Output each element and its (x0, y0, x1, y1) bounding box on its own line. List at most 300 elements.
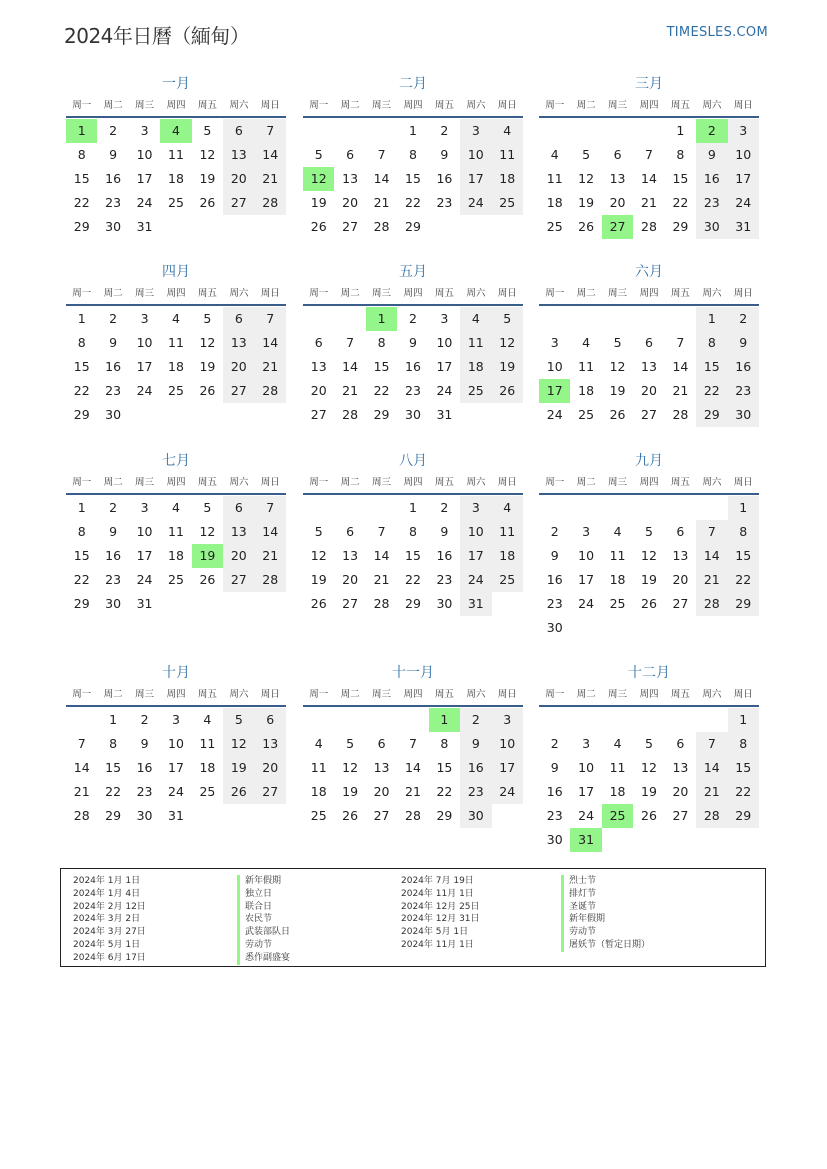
day-cell: 31 (460, 592, 491, 616)
month-title: 四月 (162, 264, 190, 280)
day-cell: 9 (440, 147, 449, 162)
weekday-label: 周日 (497, 689, 517, 700)
day-cell: 26 (199, 383, 216, 398)
legend-holiday-name: 圣诞节 (561, 901, 650, 914)
day-cell: 21 (255, 544, 286, 568)
legend-date: 2024年 1月 1日 (73, 876, 141, 886)
weekday-label: 周一 (309, 100, 329, 111)
day-cell: 30 (405, 407, 421, 422)
empty-cell (570, 119, 601, 143)
day-cell: 11 (310, 760, 327, 775)
day-cell: 25 (168, 572, 184, 587)
day-cell: 24 (136, 383, 153, 398)
day-cell: 20 (223, 167, 254, 191)
day-cell: 23 (546, 596, 563, 611)
day-cell: 5 (203, 123, 212, 138)
day-grid (303, 119, 523, 239)
day-cell: 22 (73, 383, 90, 398)
day-cell: 3 (460, 496, 491, 520)
empty-cell (397, 708, 428, 732)
weekday-header (539, 284, 759, 306)
day-cell: 28 (641, 219, 657, 234)
day-cell: 30 (136, 808, 153, 823)
weekday-label: 周四 (166, 100, 186, 111)
day-cell: 11 (492, 520, 523, 544)
weekday-label: 周五 (197, 689, 217, 700)
day-grid (539, 708, 759, 852)
weekday-header (303, 96, 523, 118)
day-cell: 8 (409, 147, 417, 162)
holiday-day-cell: 31 (570, 828, 601, 852)
day-cell: 30 (436, 596, 453, 611)
weekday-label: 周二 (576, 477, 596, 488)
weekday-label: 周五 (434, 477, 454, 488)
legend-names-col2 (561, 875, 650, 952)
day-cell: 22 (696, 379, 727, 403)
month-title: 六月 (635, 264, 663, 280)
day-cell: 6 (676, 736, 685, 751)
empty-cell (633, 119, 664, 143)
weekday-label: 周六 (466, 689, 486, 700)
weekday-label: 周三 (135, 689, 155, 700)
weekday-label: 周日 (733, 477, 753, 488)
day-cell: 8 (728, 732, 759, 756)
weekday-label: 周二 (340, 288, 360, 299)
day-cell: 10 (168, 736, 184, 751)
day-cell: 24 (492, 780, 523, 804)
day-cell: 29 (696, 403, 727, 427)
day-cell: 1 (409, 123, 417, 138)
holiday-day-cell: 25 (602, 804, 633, 828)
weekday-label: 周五 (670, 100, 690, 111)
month-block (539, 663, 759, 852)
empty-cell (665, 307, 696, 331)
weekday-label: 周六 (702, 288, 722, 299)
day-cell: 8 (696, 331, 727, 355)
legend-holiday-name: 悉作副盛宴 (237, 952, 290, 965)
weekday-label: 周四 (166, 689, 186, 700)
day-cell: 19 (310, 572, 327, 587)
day-cell: 5 (613, 335, 622, 350)
day-cell: 11 (168, 524, 184, 539)
day-grid (66, 496, 286, 616)
day-cell: 3 (140, 311, 149, 326)
weekday-label: 周日 (260, 477, 280, 488)
day-cell: 15 (405, 171, 421, 186)
empty-cell (366, 496, 397, 520)
legend-date: 2024年 11月 1日 (401, 939, 474, 950)
holiday-legend (60, 868, 766, 967)
day-cell: 9 (460, 732, 491, 756)
day-cell: 9 (696, 143, 727, 167)
empty-cell (303, 307, 334, 331)
day-cell: 6 (314, 335, 323, 350)
empty-cell (602, 496, 633, 520)
weekday-label: 周五 (434, 689, 454, 700)
weekday-label: 周二 (576, 288, 596, 299)
day-cell: 30 (728, 403, 759, 427)
weekday-label: 周六 (702, 477, 722, 488)
day-cell: 14 (73, 760, 90, 775)
weekday-label: 周日 (497, 100, 517, 111)
day-cell: 28 (373, 219, 390, 234)
day-cell: 19 (578, 195, 595, 210)
weekday-label: 周五 (197, 477, 217, 488)
day-cell: 5 (223, 708, 254, 732)
legend-holiday-name: 劳动节 (561, 926, 650, 939)
day-cell: 5 (314, 524, 323, 539)
day-cell: 28 (696, 804, 727, 828)
day-cell: 5 (645, 736, 653, 751)
weekday-label: 周四 (403, 477, 423, 488)
day-cell: 4 (613, 524, 622, 539)
weekday-label: 周四 (403, 689, 423, 700)
day-cell: 29 (405, 596, 421, 611)
day-cell: 15 (672, 171, 689, 186)
day-cell: 16 (105, 359, 122, 374)
day-cell: 19 (609, 383, 626, 398)
month-block (66, 262, 286, 427)
day-cell: 23 (105, 572, 122, 587)
day-cell: 23 (436, 572, 453, 587)
day-cell: 13 (310, 359, 327, 374)
day-cell: 20 (342, 195, 359, 210)
day-cell: 14 (255, 520, 286, 544)
weekday-header (66, 473, 286, 495)
legend-date: 2024年 7月 19日 (401, 876, 474, 886)
empty-cell (633, 307, 664, 331)
day-cell: 29 (73, 407, 90, 422)
day-cell: 29 (105, 808, 122, 823)
month-title: 一月 (162, 76, 190, 92)
day-cell: 11 (168, 147, 184, 162)
day-cell: 28 (255, 191, 286, 215)
day-cell: 25 (168, 195, 184, 210)
weekday-label: 周日 (733, 288, 753, 299)
weekday-label: 周六 (702, 100, 722, 111)
day-cell: 10 (546, 359, 563, 374)
day-cell: 25 (609, 596, 626, 611)
day-cell: 9 (440, 524, 449, 539)
day-cell: 24 (578, 596, 595, 611)
month-title: 八月 (399, 453, 427, 469)
day-cell: 28 (342, 407, 359, 422)
site-link[interactable]: TIMESLES.COM (666, 25, 768, 40)
day-cell: 29 (373, 407, 390, 422)
weekday-label: 周一 (72, 100, 92, 111)
day-cell: 27 (342, 596, 359, 611)
day-cell: 13 (672, 760, 689, 775)
day-cell: 28 (672, 407, 689, 422)
day-cell: 6 (223, 496, 254, 520)
legend-dates-col2 (401, 875, 480, 952)
day-cell: 12 (223, 732, 254, 756)
day-cell: 1 (728, 496, 759, 520)
day-cell: 4 (314, 736, 323, 751)
day-cell: 28 (696, 592, 727, 616)
day-cell: 18 (168, 548, 184, 563)
holiday-day-cell: 27 (602, 215, 633, 239)
day-cell: 21 (255, 355, 286, 379)
day-cell: 29 (436, 808, 453, 823)
weekday-label: 周一 (309, 689, 329, 700)
empty-cell (633, 708, 664, 732)
day-cell: 6 (346, 524, 355, 539)
empty-cell (303, 708, 334, 732)
day-cell: 23 (105, 383, 122, 398)
day-cell: 17 (136, 359, 153, 374)
empty-cell (334, 708, 365, 732)
month-title: 五月 (399, 264, 427, 280)
weekday-label: 周六 (466, 100, 486, 111)
day-cell: 22 (436, 784, 453, 799)
day-cell: 9 (550, 760, 559, 775)
day-cell: 6 (676, 524, 685, 539)
day-cell: 22 (73, 572, 90, 587)
day-cell: 1 (728, 708, 759, 732)
day-cell: 16 (546, 572, 563, 587)
day-cell: 9 (109, 524, 118, 539)
month-block (66, 74, 286, 239)
day-cell: 6 (645, 335, 653, 350)
day-cell: 7 (377, 524, 386, 539)
day-cell: 14 (373, 171, 390, 186)
day-cell: 12 (199, 335, 216, 350)
day-cell: 17 (492, 756, 523, 780)
month-title: 九月 (635, 453, 663, 469)
day-cell: 20 (641, 383, 657, 398)
day-cell: 2 (440, 500, 449, 515)
day-cell: 25 (546, 219, 563, 234)
empty-cell (570, 496, 601, 520)
day-cell: 5 (346, 736, 355, 751)
weekday-label: 周五 (670, 477, 690, 488)
day-cell: 22 (728, 780, 759, 804)
day-cell: 10 (136, 335, 153, 350)
month-title: 十一月 (392, 665, 434, 681)
weekday-label: 周五 (197, 288, 217, 299)
day-cell: 26 (223, 780, 254, 804)
legend-holiday-name: 排灯节 (561, 888, 650, 901)
day-cell: 26 (641, 808, 657, 823)
day-cell: 31 (168, 808, 184, 823)
day-cell: 18 (609, 784, 626, 799)
holiday-day-cell: 12 (303, 167, 334, 191)
weekday-header (66, 96, 286, 118)
day-cell: 22 (373, 383, 390, 398)
day-cell: 1 (77, 500, 86, 515)
holiday-day-cell: 4 (160, 119, 191, 143)
day-cell: 31 (728, 215, 759, 239)
day-cell: 28 (255, 379, 286, 403)
day-cell: 14 (255, 143, 286, 167)
day-cell: 16 (105, 548, 122, 563)
day-cell: 26 (310, 596, 327, 611)
day-cell: 3 (172, 712, 180, 727)
holiday-day-cell: 17 (539, 379, 570, 403)
day-cell: 4 (582, 335, 591, 350)
weekday-label: 周一 (72, 689, 92, 700)
legend-holiday-name: 劳动节 (237, 939, 290, 952)
day-cell: 15 (73, 359, 90, 374)
weekday-label: 周三 (372, 100, 392, 111)
day-cell: 5 (203, 500, 212, 515)
empty-cell (696, 708, 727, 732)
day-cell: 15 (405, 548, 421, 563)
weekday-label: 周三 (135, 477, 155, 488)
day-cell: 16 (728, 355, 759, 379)
day-cell: 14 (672, 359, 689, 374)
day-cell: 17 (728, 167, 759, 191)
day-cell: 19 (199, 359, 216, 374)
day-cell: 26 (199, 572, 216, 587)
weekday-label: 周六 (466, 288, 486, 299)
weekday-label: 周五 (434, 288, 454, 299)
day-cell: 29 (728, 804, 759, 828)
weekday-label: 周五 (434, 100, 454, 111)
legend-date: 2024年 6月 17日 (73, 952, 146, 963)
day-cell: 15 (696, 355, 727, 379)
day-cell: 6 (223, 119, 254, 143)
weekday-label: 周二 (340, 100, 360, 111)
weekday-label: 周四 (403, 100, 423, 111)
day-cell: 14 (255, 331, 286, 355)
weekday-label: 周一 (545, 100, 565, 111)
day-cell: 11 (578, 359, 595, 374)
day-cell: 23 (436, 195, 453, 210)
weekday-label: 周日 (497, 477, 517, 488)
day-cell: 5 (203, 311, 212, 326)
day-cell: 8 (409, 524, 417, 539)
day-cell: 6 (613, 147, 622, 162)
empty-cell (303, 496, 334, 520)
day-cell: 12 (199, 147, 216, 162)
legend-date: 2024年 3月 27日 (73, 927, 146, 938)
day-cell: 27 (373, 808, 390, 823)
day-cell: 18 (609, 572, 626, 587)
legend-holiday-name: 屠妖节（暂定日期） (561, 939, 650, 952)
day-cell: 8 (676, 147, 685, 162)
day-cell: 4 (613, 736, 622, 751)
day-cell: 4 (550, 147, 559, 162)
empty-cell (602, 708, 633, 732)
day-cell: 18 (492, 544, 523, 568)
weekday-label: 周四 (639, 477, 659, 488)
day-cell: 13 (342, 171, 359, 186)
weekday-label: 周四 (403, 288, 423, 299)
day-cell: 2 (109, 311, 118, 326)
day-cell: 10 (136, 524, 153, 539)
day-grid (539, 307, 759, 427)
day-cell: 19 (223, 756, 254, 780)
day-cell: 25 (492, 568, 523, 592)
day-cell: 3 (140, 123, 149, 138)
day-cell: 11 (546, 171, 563, 186)
day-cell: 15 (728, 544, 759, 568)
day-cell: 18 (546, 195, 563, 210)
day-cell: 7 (77, 736, 86, 751)
day-cell: 16 (460, 756, 491, 780)
weekday-label: 周一 (545, 477, 565, 488)
day-cell: 18 (492, 167, 523, 191)
day-cell: 30 (105, 407, 122, 422)
day-grid (66, 119, 286, 239)
weekday-label: 周四 (639, 100, 659, 111)
month-block (303, 451, 523, 616)
day-cell: 12 (641, 548, 657, 563)
holiday-day-cell: 1 (66, 119, 97, 143)
empty-cell (633, 496, 664, 520)
day-cell: 6 (223, 307, 254, 331)
day-cell: 20 (672, 572, 689, 587)
day-cell: 15 (73, 548, 90, 563)
legend-holiday-name: 独立日 (237, 888, 290, 901)
day-cell: 9 (109, 147, 118, 162)
day-cell: 25 (492, 191, 523, 215)
weekday-label: 周二 (103, 477, 123, 488)
day-cell: 4 (172, 500, 180, 515)
empty-cell (66, 708, 97, 732)
weekday-label: 周一 (72, 288, 92, 299)
empty-cell (570, 307, 601, 331)
day-cell: 26 (310, 219, 327, 234)
month-block (66, 663, 286, 828)
weekday-label: 周日 (733, 100, 753, 111)
weekday-header (66, 284, 286, 306)
day-cell: 1 (77, 311, 86, 326)
day-cell: 8 (77, 147, 86, 162)
weekday-label: 周六 (229, 689, 249, 700)
day-cell: 18 (168, 359, 184, 374)
day-cell: 27 (672, 808, 689, 823)
legend-holiday-name: 烈士节 (561, 875, 650, 888)
month-block (539, 262, 759, 427)
weekday-label: 周四 (166, 477, 186, 488)
weekday-label: 周三 (372, 288, 392, 299)
weekday-label: 周三 (608, 288, 628, 299)
day-cell: 13 (641, 359, 657, 374)
day-cell: 10 (136, 147, 153, 162)
weekday-header (303, 284, 523, 306)
weekday-label: 周三 (608, 477, 628, 488)
day-cell: 21 (641, 195, 657, 210)
day-cell: 11 (460, 331, 491, 355)
weekday-label: 周日 (260, 100, 280, 111)
day-cell: 14 (373, 548, 390, 563)
legend-holiday-name: 新年假期 (561, 913, 650, 926)
empty-cell (602, 307, 633, 331)
day-cell: 23 (546, 808, 563, 823)
month-block (539, 451, 759, 640)
day-cell: 11 (168, 335, 184, 350)
day-cell: 14 (405, 760, 421, 775)
weekday-label: 周三 (608, 689, 628, 700)
weekday-label: 周一 (545, 689, 565, 700)
day-cell: 8 (77, 335, 86, 350)
day-cell: 9 (140, 736, 149, 751)
day-cell: 1 (409, 500, 417, 515)
empty-cell (366, 119, 397, 143)
weekday-label: 周四 (639, 689, 659, 700)
day-cell: 3 (728, 119, 759, 143)
day-cell: 28 (255, 568, 286, 592)
day-cell: 16 (436, 171, 453, 186)
day-cell: 23 (460, 780, 491, 804)
day-cell: 28 (73, 808, 90, 823)
legend-date: 2024年 12月 31日 (401, 914, 480, 925)
empty-cell (334, 307, 365, 331)
day-cell: 7 (255, 307, 286, 331)
